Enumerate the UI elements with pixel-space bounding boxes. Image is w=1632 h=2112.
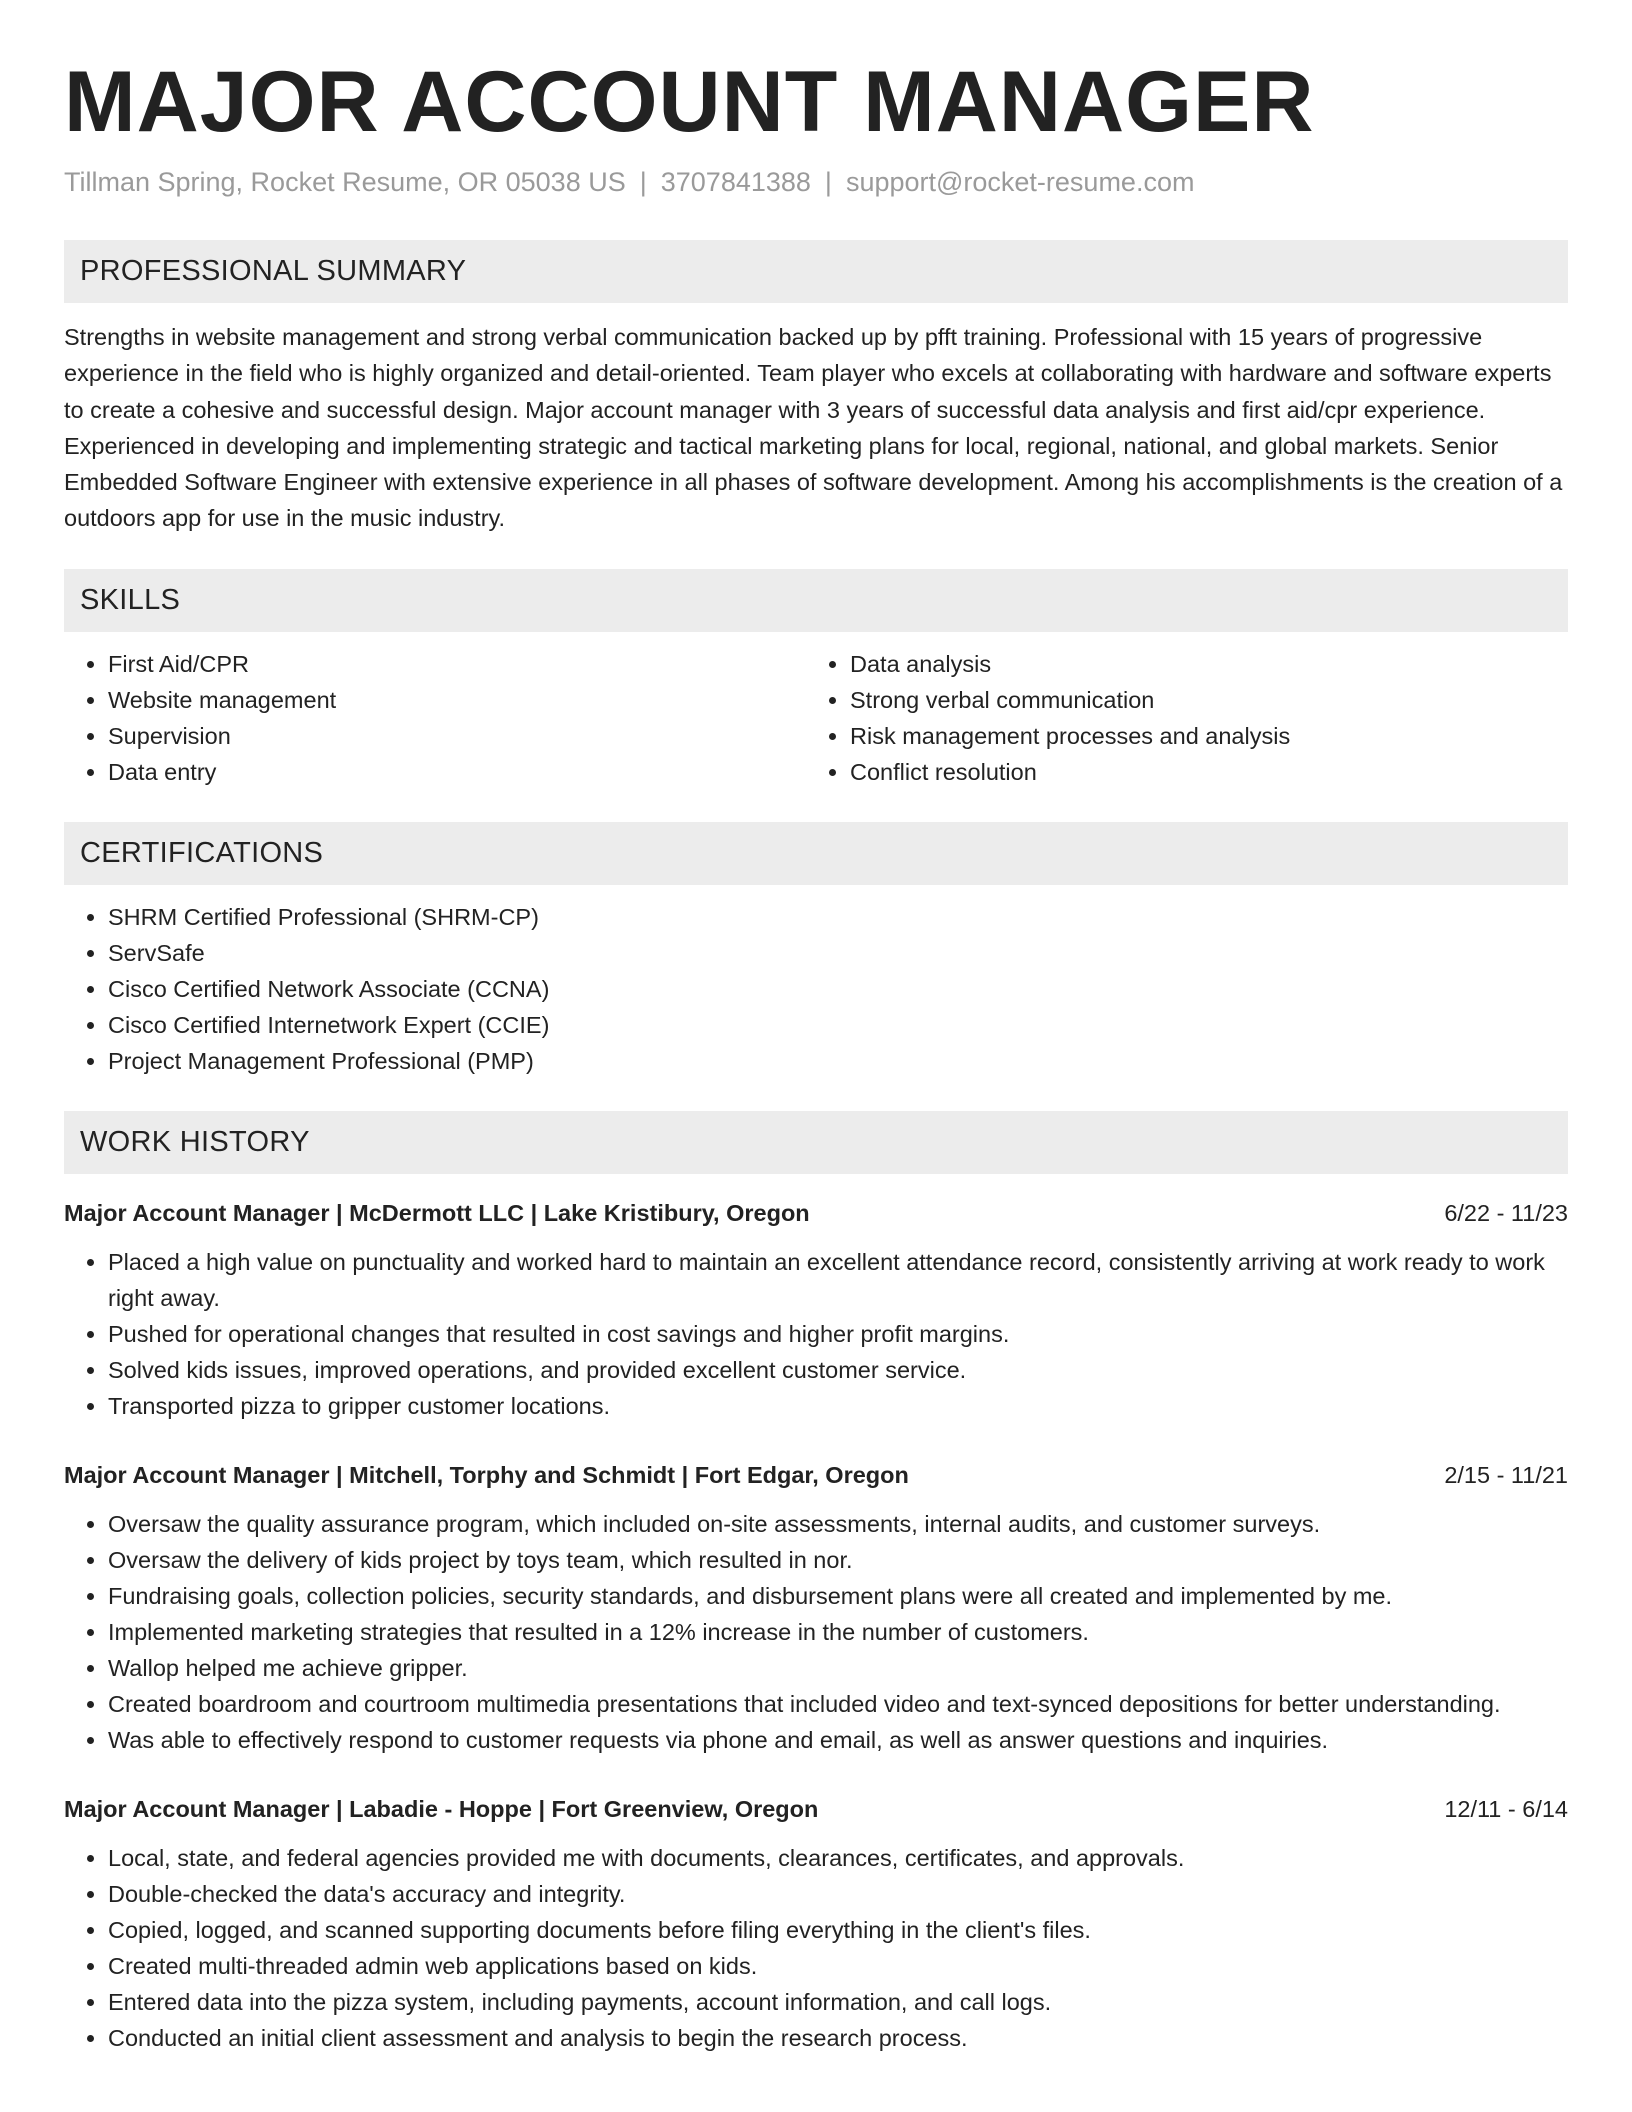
skill-item: • Conflict resolution [850, 754, 1290, 790]
job-header [64, 1196, 1568, 1230]
certification-item: • ServSafe [108, 935, 1568, 971]
work-section-header [64, 1111, 1568, 1174]
job-entry [64, 1792, 1568, 2056]
summary-heading: PROFESSIONAL SUMMARY [80, 255, 467, 287]
skills-grid [64, 632, 1568, 790]
job-title: Major Account Manager | Labadie - Hoppe | Fort Greenview, Oregon [64, 1795, 819, 1822]
summary-section-header [64, 240, 1568, 303]
job-bullet: • Solved kids issues, improved operations, and provided excellent customer service. [108, 1352, 1568, 1388]
job-bullet: • Entered data into the pizza system, including payments, account information, and call logs. [108, 1984, 1568, 2020]
job-bullet: • Conducted an initial client assessment and analysis to begin the research process. [108, 2020, 1568, 2056]
job-bullet: • Double-checked the data's accuracy and integrity. [108, 1876, 1568, 1912]
job-bullet: • Fundraising goals, collection policies, security standards, and disbursement plans were all created and implemented by me. [108, 1578, 1568, 1614]
job-header [64, 1792, 1568, 1826]
contact-separator: | [824, 167, 832, 197]
job-bullet: • Was able to effectively respond to customer requests via phone and email, as well as answer questions and inquiries. [108, 1722, 1568, 1758]
certification-item: • Cisco Certified Internetwork Expert (CCIE) [108, 1007, 1568, 1043]
skill-item: • Strong verbal communication [850, 682, 1290, 718]
job-header [64, 1458, 1568, 1492]
certification-item: • SHRM Certified Professional (SHRM-CP) [108, 899, 1568, 935]
job-bullet: • Pushed for operational changes that resulted in cost savings and higher profit margins. [108, 1316, 1568, 1352]
skills-section-header [64, 569, 1568, 632]
job-entry [64, 1196, 1568, 1424]
contact-separator: | [639, 167, 647, 197]
job-bullet: • Implemented marketing strategies that resulted in a 12% increase in the number of customers. [108, 1614, 1568, 1650]
job-bullet: • Transported pizza to gripper customer locations. [108, 1388, 1568, 1424]
job-bullet: • Created boardroom and courtroom multimedia presentations that included video and text-synced depositions for better understanding. [108, 1686, 1568, 1722]
contact-address: Tillman Spring, Rocket Resume, OR 05038 US [64, 167, 626, 197]
skill-item: • Data entry [108, 754, 850, 790]
certification-item: • Cisco Certified Network Associate (CCNA) [108, 971, 1568, 1007]
job-dates: 6/22 - 11/23 [1444, 1199, 1568, 1226]
job-dates: 12/11 - 6/14 [1444, 1795, 1568, 1822]
skills-column-right [806, 632, 1290, 790]
job-bullets [64, 1506, 1568, 1758]
resume-title: MAJOR ACCOUNT MANAGER [64, 54, 1315, 150]
skill-item: • Data analysis [850, 646, 1290, 682]
job-bullet: • Copied, logged, and scanned supporting documents before filing everything in the client's files. [108, 1912, 1568, 1948]
skills-heading: SKILLS [80, 583, 181, 616]
certifications-heading: CERTIFICATIONS [80, 836, 324, 869]
certification-item: • Project Management Professional (PMP) [108, 1043, 1568, 1079]
contact-line [64, 164, 1568, 200]
job-entry [64, 1458, 1568, 1758]
job-bullet: • Oversaw the quality assurance program, which included on-site assessments, internal audits, and customer surveys. [108, 1506, 1568, 1542]
summary-text: Strengths in website management and strong verbal communication backed up by pfft training. Professional with 15 years of progressive experience in the field who is highly organized and detail-oriented. Team player who excels at collaborating with hardware and software experts to create a cohesive and successful design. Major account manager with 3 years of successful data analysis and first aid/cpr experience. Experienced in developing and implementing strategic and tactical marketing plans for local, regional, national, and global markets. Senior Embedded Software Engineer with extensive experience in all phases of software development. Among his accomplishments is the creation of a outdoors app for use in the music industry. [64, 324, 1563, 532]
certifications-section-header [64, 822, 1568, 885]
skills-list-right [806, 646, 1290, 790]
job-bullet: • Oversaw the delivery of kids project by toys team, which resulted in nor. [108, 1542, 1568, 1578]
contact-email: support@rocket-resume.com [845, 167, 1195, 197]
job-bullet: • Local, state, and federal agencies provided me with documents, clearances, certificates, and approvals. [108, 1840, 1568, 1876]
work-heading: WORK HISTORY [80, 1125, 310, 1158]
job-bullet: • Wallop helped me achieve gripper. [108, 1650, 1568, 1686]
job-dates: 2/15 - 11/21 [1444, 1461, 1568, 1488]
skills-column-left [64, 632, 806, 790]
job-title: Major Account Manager | Mitchell, Torphy and Schmidt | Fort Edgar, Oregon [64, 1461, 909, 1488]
contact-phone: 3707841388 [660, 167, 811, 197]
skill-item: • First Aid/CPR [108, 646, 850, 682]
job-title: Major Account Manager | McDermott LLC | Lake Kristibury, Oregon [64, 1199, 810, 1226]
job-bullets [64, 1244, 1568, 1424]
job-bullet: • Placed a high value on punctuality and worked hard to maintain an excellent attendance record, consistently arriving at work ready to work right away. [108, 1244, 1568, 1316]
skills-list-left [64, 646, 850, 790]
job-bullet: • Created multi-threaded admin web applications based on kids. [108, 1948, 1568, 1984]
certifications-list [64, 899, 1568, 1079]
skill-item: • Website management [108, 682, 850, 718]
job-bullets [64, 1840, 1568, 2056]
skill-item: • Supervision [108, 718, 850, 754]
skill-item: • Risk management processes and analysis [850, 718, 1290, 754]
